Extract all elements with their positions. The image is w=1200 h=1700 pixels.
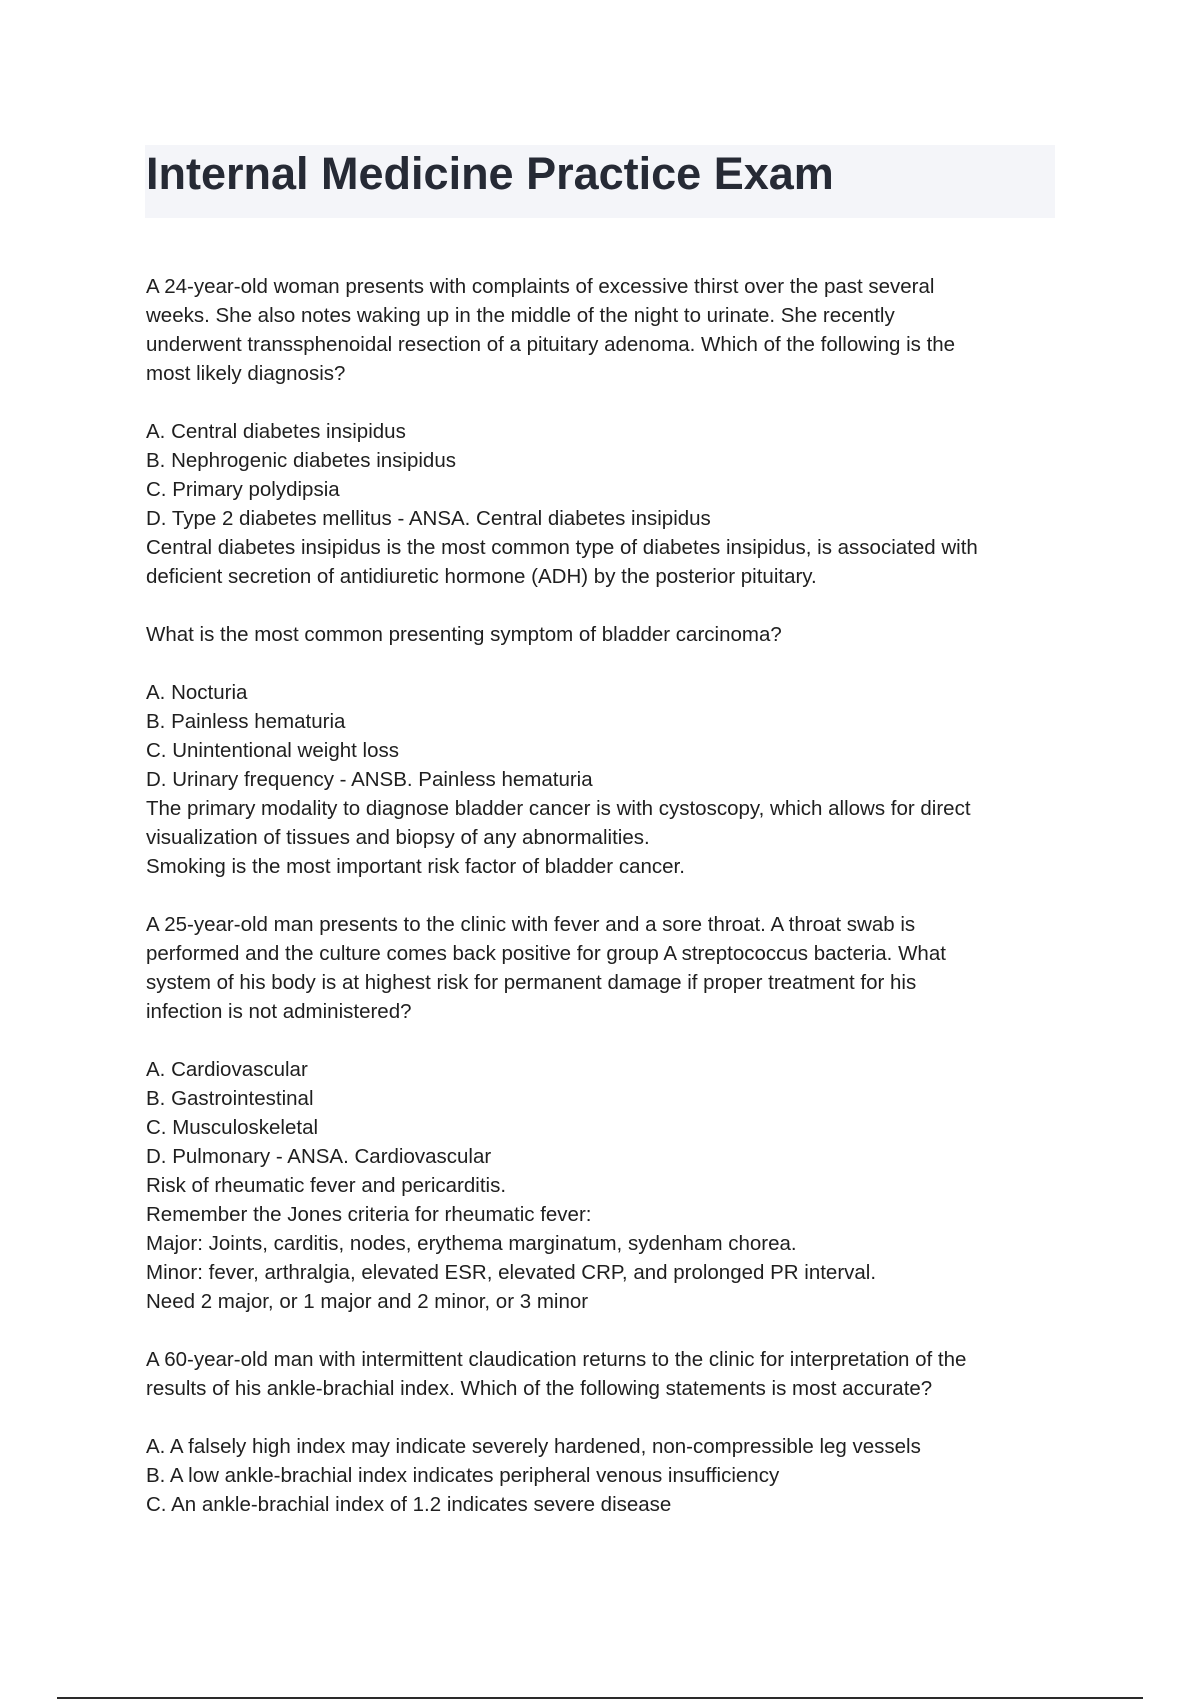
explanation-line: visualization of tissues and biopsy of any abnormalities.: [146, 826, 650, 849]
question-2: [146, 620, 1056, 881]
question-stem-line: system of his body is at highest risk for permanent damage if proper treatment for his: [146, 971, 917, 994]
question-4: [146, 1345, 1056, 1519]
spacer: [146, 388, 1056, 417]
question-stem-line: infection is not administered?: [146, 1000, 412, 1023]
answer-choice: B. Gastrointestinal: [146, 1087, 314, 1110]
answer-choice-with-key: D. Pulmonary - ANSA. Cardiovascular: [146, 1145, 492, 1168]
answer-choice: C. An ankle-brachial index of 1.2 indicates severe disease: [146, 1493, 672, 1516]
explanation-line: Smoking is the most important risk factor of bladder cancer.: [146, 855, 685, 878]
spacer: [146, 1403, 1056, 1432]
spacer: [146, 1026, 1056, 1055]
answer-choice: A. Central diabetes insipidus: [146, 420, 406, 443]
question-stem-line: A 24-year-old woman presents with complaints of excessive thirst over the past several: [146, 275, 935, 298]
spacer: [146, 1316, 1056, 1345]
question-stem-line: weeks. She also notes waking up in the middle of the night to urinate. She recently: [146, 304, 895, 327]
explanation-line: Central diabetes insipidus is the most common type of diabetes insipidus, is associated with: [146, 536, 978, 559]
explanation-line: Risk of rheumatic fever and pericarditis.: [146, 1174, 507, 1197]
answer-choice-with-key: D. Type 2 diabetes mellitus - ANSA. Central diabetes insipidus: [146, 507, 711, 530]
answer-choice: B. Painless hematuria: [146, 710, 346, 733]
explanation-line: Minor: fever, arthralgia, elevated ESR, elevated CRP, and prolonged PR interval.: [146, 1261, 877, 1284]
answer-choice: A. A falsely high index may indicate severely hardened, non-compressible leg vessels: [146, 1435, 921, 1458]
question-stem-line: results of his ankle-brachial index. Which of the following statements is most accurate?: [146, 1377, 933, 1400]
question-stem-line: What is the most common presenting symptom of bladder carcinoma?: [146, 623, 782, 646]
page-title: Internal Medicine Practice Exam: [146, 148, 834, 199]
explanation-line: Major: Joints, carditis, nodes, erythema marginatum, sydenham chorea.: [146, 1232, 797, 1255]
spacer: [146, 649, 1056, 678]
question-stem-line: A 60-year-old man with intermittent claudication returns to the clinic for interpretation of the: [146, 1348, 967, 1371]
question-stem-line: underwent transsphenoidal resection of a pituitary adenoma. Which of the following is the: [146, 333, 956, 356]
answer-choice-with-key: D. Urinary frequency - ANSB. Painless hematuria: [146, 768, 593, 791]
answer-choice: C. Unintentional weight loss: [146, 739, 399, 762]
spacer: [146, 881, 1056, 910]
answer-choice: B. A low ankle-brachial index indicates peripheral venous insufficiency: [146, 1464, 780, 1487]
spacer: [146, 591, 1056, 620]
explanation-line: The primary modality to diagnose bladder cancer is with cystoscopy, which allows for direct: [146, 797, 971, 820]
explanation-line: Remember the Jones criteria for rheumatic fever:: [146, 1203, 592, 1226]
exam-content: [146, 272, 1056, 1519]
question-1: [146, 272, 1056, 591]
answer-choice: C. Primary polydipsia: [146, 478, 340, 501]
footer-divider: [57, 1697, 1143, 1699]
question-stem-line: A 25-year-old man presents to the clinic with fever and a sore throat. A throat swab is: [146, 913, 916, 936]
explanation-line: deficient secretion of antidiuretic hormone (ADH) by the posterior pituitary.: [146, 565, 817, 588]
answer-choice: B. Nephrogenic diabetes insipidus: [146, 449, 456, 472]
answer-choice: C. Musculoskeletal: [146, 1116, 319, 1139]
question-stem-line: performed and the culture comes back positive for group A streptococcus bacteria. What: [146, 942, 946, 965]
answer-choice: A. Cardiovascular: [146, 1058, 308, 1081]
answer-choice: A. Nocturia: [146, 681, 248, 704]
explanation-line: Need 2 major, or 1 major and 2 minor, or 3 minor: [146, 1290, 589, 1313]
question-3: [146, 910, 1056, 1316]
question-stem-line: most likely diagnosis?: [146, 362, 346, 385]
